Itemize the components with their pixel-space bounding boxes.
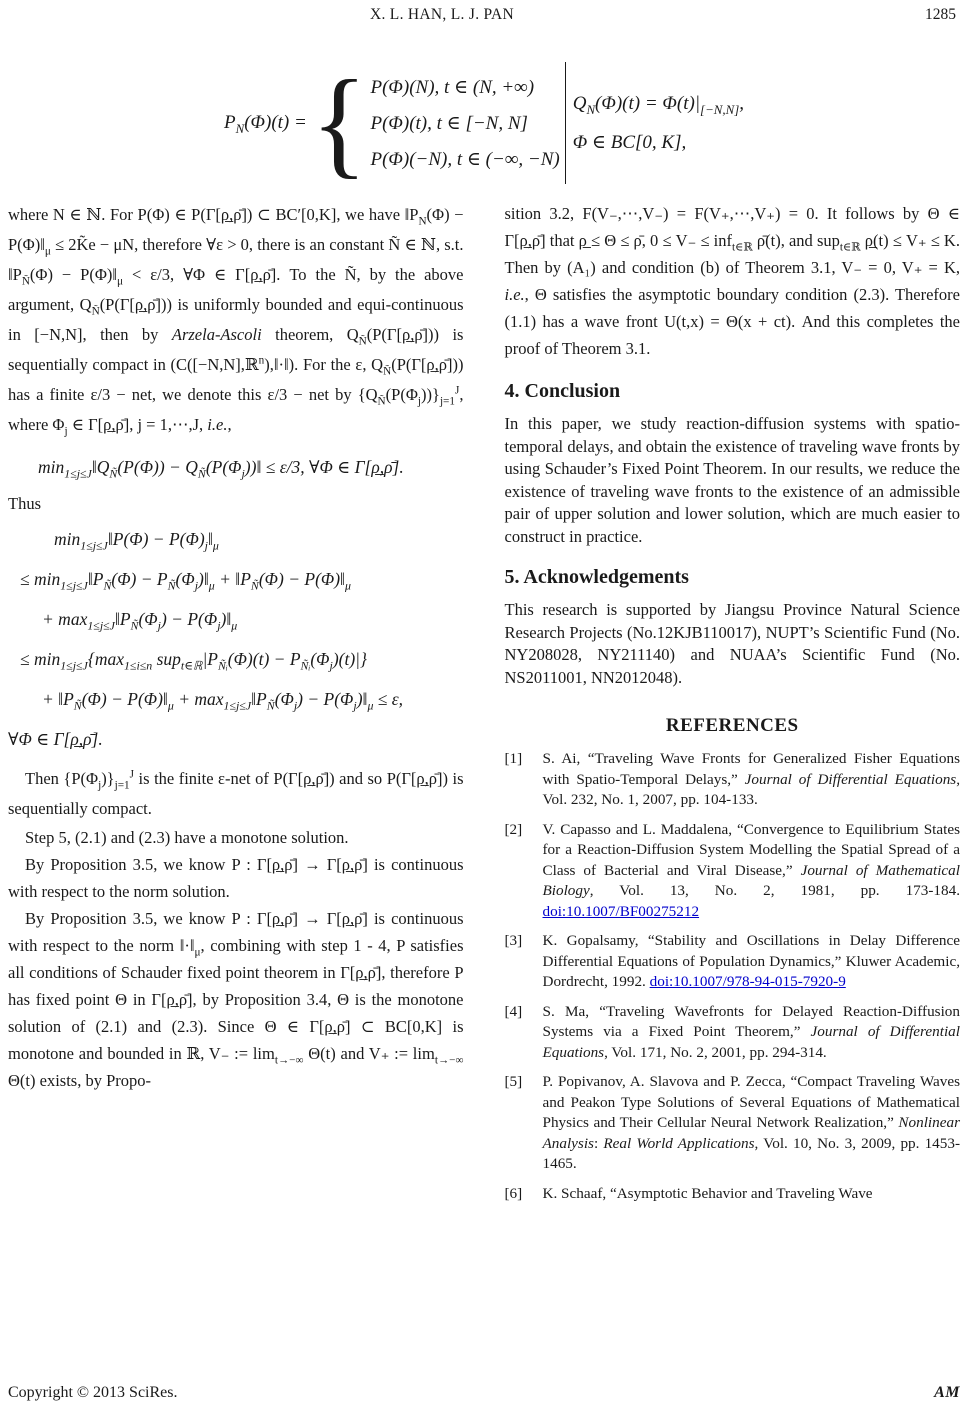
equation-line: ≤ $\min_{1\le j\le J}‖P_Ñ(\Phi)$ − $P_Ñ(\Phi_j)‖_\mu$ + $‖P_Ñ(\Phi)$ − $P(\Phi)‖_\mu$ [20,569,351,593]
equation-line: ∀Φ ∈ Γ[ρ̲,ρ̄]. [8,729,103,749]
reference-citation: V. Capasso and L. Maddalena, “Convergence to Equilibrium States for a Reaction-Diffusion System Modelling the Spatial Spread of a Class of Bacterial and Viral Disease,” Journal of Mathematical Biology, Vol. 13, No. 2, 1981, pp. 173-184. [542,820,960,899]
paragraph: By Proposition 3.5, we know P : Γ[ρ̲,ρ̄] → Γ[ρ̲,ρ̄] is continuous with respect to the norm solution. [8,855,464,901]
paragraph: This research is supported by Jiangsu Province Natural Science Research Projects (No.12KJB110017), NUPT’s Scientific Fund (No. NY208028, NY211140) and NUAA’s Scientific Fund (No. NS2011001, NN2012048). [504,600,960,687]
paragraph: In this paper, we study reaction-diffusion systems with spatio-temporal delays, and obtain the existence of traveling wave fronts by using Schauder’s Fixed Point Theorem. In our results, we reduce the existence of traveling wave fronts to the existence of an admissible pair of upper solution and lower solution, which are much easier to construct in practice. [504,414,960,546]
page-header [8,6,960,28]
doi-link[interactable]: doi:10.1007/BF00275212 [542,902,700,920]
equation-line: + $‖P_Ñ(\Phi)$ − $P(\Phi)‖_\mu$ + $\max_{1\le j\le J}‖P_Ñ(\Phi_j)$ − $P(\Phi_j)‖_\mu \le \varepsilon$, [42,689,404,713]
running-title: X. L. HAN, L. J. PAN [369,6,515,23]
reference-label: [6] [504,1184,523,1202]
references-heading: REFERENCES [665,715,799,736]
equation-rhs-line-2: Φ ∈ BC[0, K], [572,131,687,153]
equation-case-3: P(Φ)(−N), t ∈ (−∞, −N) [370,148,560,170]
list-item [505,820,961,923]
reference-label: [2] [504,820,523,838]
paragraph: Then $\{P(\Phi_j)\}_{j=1}^J$ is the finite ε-net of P(Γ[ρ̲,ρ̄]) and so P(Γ[ρ̲,ρ̄]) is sequentially compact. [8,768,464,818]
equation-cases [370,76,559,171]
list-item [505,1072,961,1175]
paragraph: By Proposition 3.5, we know P : Γ[ρ̲,ρ̄] → Γ[ρ̲,ρ̄] is continuous with respect to the norm $‖\cdot‖_\mu$, combining with step 1 - 4, P satisfies all conditions of Schauder fixed point theorem in Γ[ρ̲,ρ̄], therefore P has fixed point Θ in Γ[ρ̲,ρ̄], by Proposition 3.4, Θ is the monotone solution of (2.1) and (2.3). Since Θ ∈ Γ[ρ̲,ρ̄] ⊂ BC[0,K] is monotone and bounded in ℝ, V₋ := $\lim_{t\to-\infty} \Theta(t)$ and V₊ := $\lim_{t\to-\infty} \Theta(t)$ exists, by Propo- [8,909,464,1090]
equation-line: $\min_{1\le j\le J}‖P(\Phi)$ − $P(\Phi)_j‖_\mu$ [54,529,219,553]
reference-text [543,820,961,923]
reference-label: [5] [504,1073,523,1090]
list-item [505,1002,961,1064]
section-heading-conclusion: 4. Conclusion [504,380,621,402]
page-number: 1285 [925,6,956,23]
page-footer [8,1384,960,1402]
equation-lhs: $P_N(\Phi)(t)$ = [223,112,307,136]
reference-text [543,1072,961,1175]
reference-citation: S. Ma, “Traveling Wavefronts for Delayed Reaction-Diffusion Systems via a Fixed Point Theorem,” Journal of Differential Equations, Vol. 171, No. 2, 2001, pp. 294-314. [542,1002,960,1061]
equation-rhs-line-1: $Q_N(\Phi)(t) = \Phi(t)|_{[-N,N]}$, [572,92,744,117]
reference-text [543,1184,961,1205]
list-item [505,931,961,993]
reference-citation: K. Schaaf, “Asymptotic Behavior and Traveling Wave [542,1184,873,1202]
section-heading-acknowledgements: 5. Acknowledgements [504,566,689,588]
display-equation-min: $\min_{1\le j\le J}‖Q_Ñ(P(\Phi))$ − $Q_Ñ(P(\Phi_j))‖ \le \varepsilon/3$, ∀Φ ∈ Γ[ρ̲,ρ̄]. [38,457,404,481]
reference-citation: S. Ai, “Traveling Wave Fronts for Generalized Fisher Equations with Spatio-Temporal Delays,” Journal of Differential Equations, Vol. 232, No. 1, 2007, pp. 104-133. [542,750,960,808]
equation-line: + $\max_{1\le j\le J}‖P_Ñ(\Phi_j)$ − $P(\Phi_j)‖_\mu$ [42,609,238,633]
paragraph: sition 3.2, F(V₋,⋯,V₋) = F(V₊,⋯,V₊) = 0. It follows by Θ ∈ Γ[ρ̲,ρ̄] that ρ̲ ≤ Θ ≤ ρ̄, 0 ≤ V₋ ≤ inf$_{t\in ℝ}$ ρ̄(t), and sup$_{t\in ℝ}$ ρ̲(t) ≤ V₊ ≤ K. Then by (A₁) and condition (b) of Theorem 3.1, V₋ = 0, V₊ = K, i.e., Θ satisfies the asymptotic boundary condition (2.3). Therefore (1.1) has a wave front U(t,x) = Θ(x + ct). And this completes the proof of Theorem 3.1. [504,204,960,358]
copyright-notice: Copyright © 2013 SciRes. [8,1384,178,1401]
reference-list [505,749,961,1204]
left-column [8,200,464,1213]
reference-text [543,1002,961,1064]
equation-case-1: P(Φ)(N), t ∈ (N, +∞) [370,76,535,98]
journal-abbreviation: AM [934,1384,960,1401]
list-item [505,1184,961,1205]
right-column [505,200,961,1213]
two-column-body [8,200,960,1213]
reference-citation: P. Popivanov, A. Slavova and P. Zecca, “Compact Traveling Waves and Peakon Type Solutions of Several Equations of Mathematical Physics and Their Cellular Neural Network Realization,” Nonlinear Analysis: Real World Applications, Vol. 10, No. 3, 2009, pp. 1453-1465. [542,1073,961,1172]
list-item [505,749,961,811]
left-brace: { [310,55,368,190]
paragraph: Step 5, (2.1) and (2.3) have a monotone solution. [25,828,349,847]
doi-link[interactable]: doi:10.1007/978-94-015-7920-9 [649,973,846,990]
equation-divider-line [565,62,566,184]
paragraph: Thus [8,494,41,513]
reference-citation: K. Gopalsamy, “Stability and Oscillations in Delay Difference Differential Equations of Population Dynamics,” Kluwer Academic, Dordrecht, 1992. [542,932,960,990]
reference-label: [3] [504,932,523,949]
equation-rhs [573,93,744,154]
reference-label: [4] [504,1002,523,1020]
equation-line: ≤ $\min_{1\le j\le J}\{\max_{1\le i\le n}$ $sup_{t\in ℝ}|P_{Ñᵢ}(\Phi)(t) - P_{Ñᵢ}(\Phi_j)(t)|$} [20,649,367,673]
paragraph: where N ∈ ℕ. For P(Φ) ∈ P(Γ[ρ̲,ρ̄]) ⊂ BC′[0,K], we have $‖P_N(\Phi)$ − $P(\Phi)‖_\mu$ ≤ 2K̃e − μN, therefore ∀ε > 0, there is an constant Ñ ∈ ℕ, s.t. $‖P_Ñ(\Phi)$ − $P(\Phi)‖_\mu < \varepsilon/3$, ∀Φ ∈ Γ[ρ̲,ρ̄]. To the Ñ, by the above argument, $Q_Ñ(P(\Gamma[\rho̲,\rhō]))$ is uniformly bounded and equi-continuous in [−N,N], then by Arzela-Ascoli theorem, $Q_Ñ(P(\Gamma[\rho̲,\rhō]))$ is sequentially compact in (C([−N,N],ℝ$^n$),‖·‖). For the ε, $Q_Ñ(P(\Gamma[\rho̲,\rhō]))$ has a finite ε/3 − net, we denote this ε/3 − net by $\{Q_Ñ(P(\Phi_j))\}_{j=1}^J$, where $\Phi_j$ ∈ Γ[ρ̲,ρ̄], j = 1,⋯,J, i.e., [8,205,464,438]
reference-text [543,931,961,993]
reference-text [543,749,961,811]
display-equation-chain [8,524,464,754]
reference-label: [1] [504,750,523,767]
equation-case-2: P(Φ)(t), t ∈ [−N, N] [370,112,528,134]
display-equation-top [8,55,960,190]
